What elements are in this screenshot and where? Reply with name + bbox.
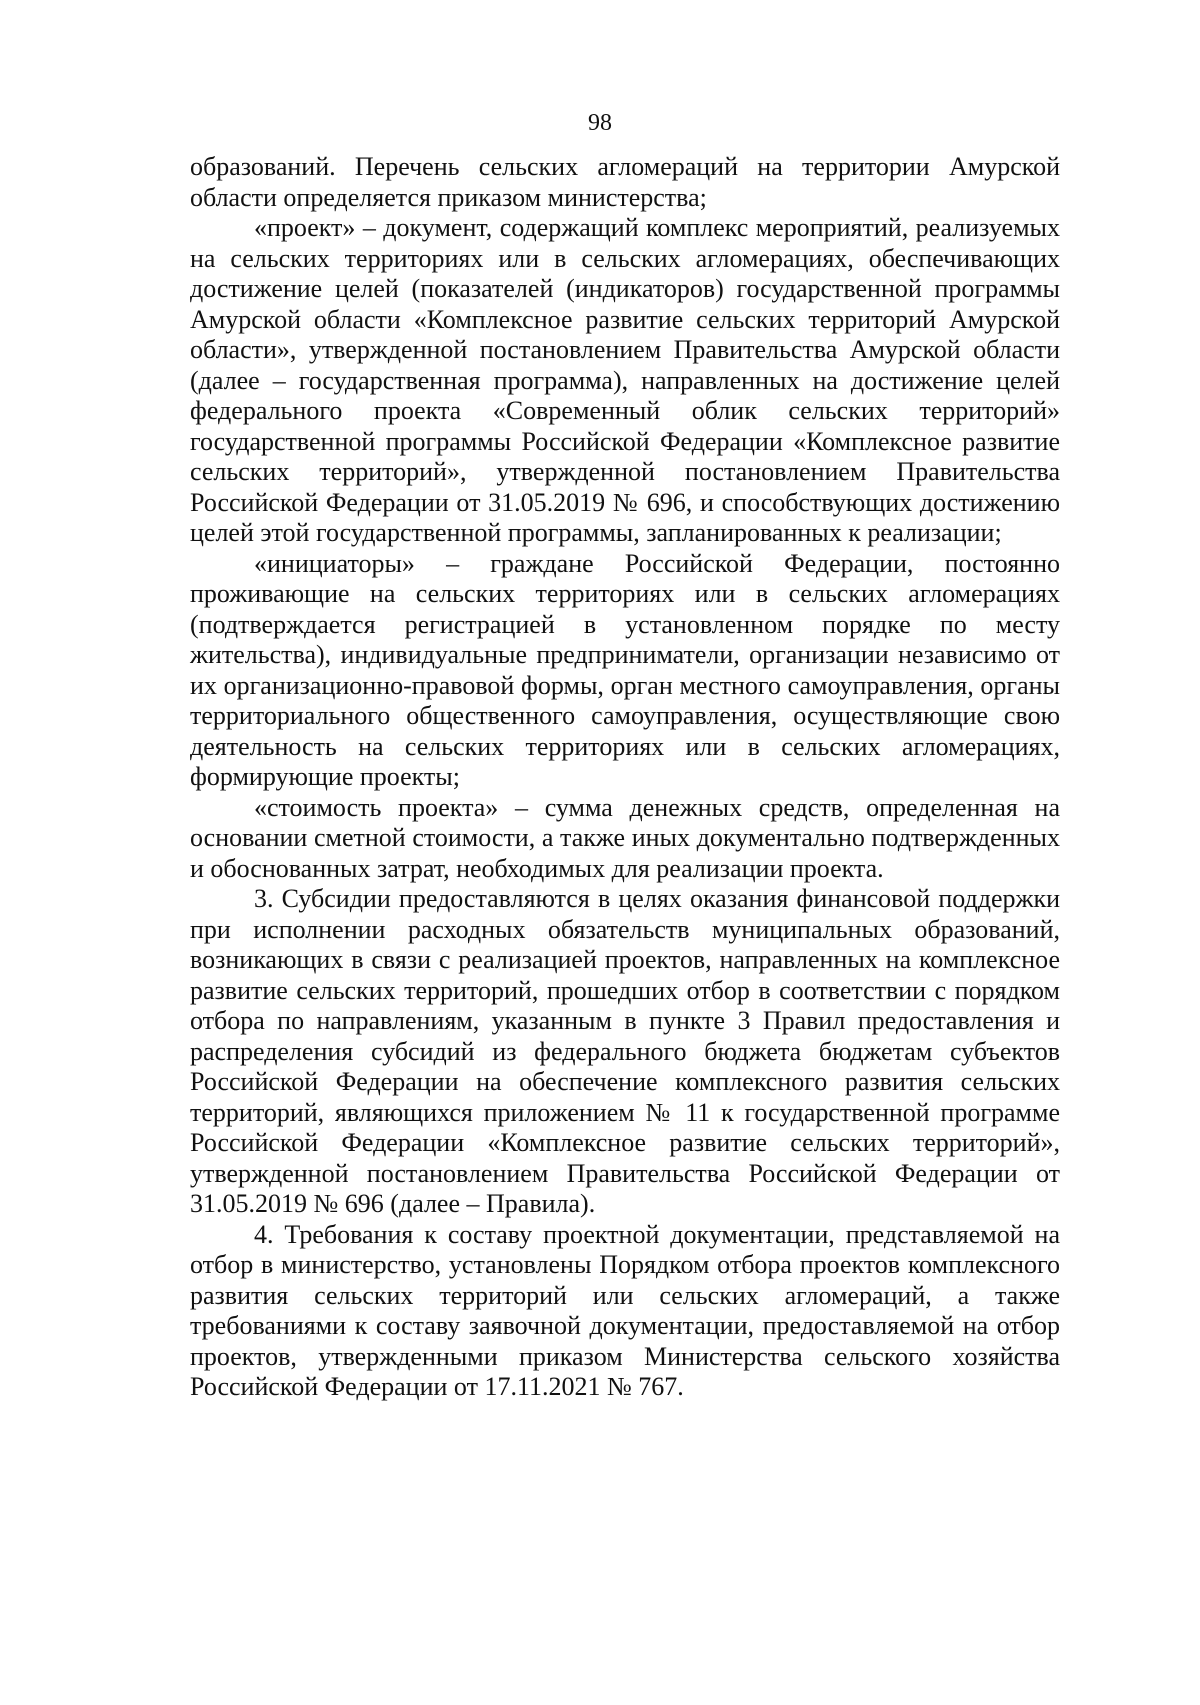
page-number: 98 (588, 110, 612, 136)
paragraph-project-definition: «проект» – документ, содержащий комплекс мероприятий, реализуемых на сельских территориях или в сельских агломерациях, обеспечивающих достижение целей (показателей (индикаторов) государственной программы Амурской области «Комплексное развитие сельских территорий Амурской области», утвержденной постановлением Правительства Амурской области (далее – государственная программа), направленных на достижение целей федерального проекта «Современный облик сельских территорий» государственной программы Российской Федерации «Комплексное развитие сельских территорий», утвержденной постановлением Правительства Российской Федерации от 31.05.2019 № 696, и способствующих достижению целей этой государственной программы, запланированных к реализации; (190, 213, 1060, 547)
paragraph-project-cost-definition: «стоимость проекта» – сумма денежных средств, определенная на основании сметной стоимости, а также иных документально подтвержденных и обоснованных затрат, необходимых для реализации проекта. (190, 792, 1060, 883)
paragraph-initiators-definition: «инициаторы» – граждане Российской Федерации, постоянно проживающие на сельских территориях или в сельских агломерациях (подтверждается регистрацией в установленном порядке по месту жительства), индивидуальные предприниматели, организации независимо от их организационно-правовой формы, орган местного самоуправления, органы территориального общественного самоуправления, осуществляющие свою деятельность на сельских территориях или в сельских агломерациях, формирующие проекты; (190, 548, 1060, 791)
document-body (190, 152, 1060, 1403)
paragraph-continuation: образований. Перечень сельских агломераций на территории Амурской области определяется приказом министерства; (190, 152, 1060, 212)
paragraph-item-4: 4. Требования к составу проектной документации, представляемой на отбор в министерство, установлены Порядком отбора проектов комплексного развития сельских территорий или сельских агломераций, а также требованиями к составу заявочной документации, предоставляемой на отбор проектов, утвержденными приказом Министерства сельского хозяйства Российской Федерации от 17.11.2021 № 767. (190, 1219, 1060, 1401)
paragraph-item-3: 3. Субсидии предоставляются в целях оказания финансовой поддержки при исполнении расходных обязательств муниципальных образований, возникающих в связи с реализацией проектов, направленных на комплексное развитие сельских территорий, прошедших отбор в соответствии с порядком отбора по направлениям, указанным в пункте 3 Правил предоставления и распределения субсидий из федерального бюджета бюджетам субъектов Российской Федерации на обеспечение комплексного развития сельских территорий, являющихся приложением № 11 к государственной программе Российской Федерации «Комплексное развитие сельских территорий», утвержденной постановлением Правительства Российской Федерации от 31.05.2019 № 696 (далее – Правила). (190, 884, 1060, 1218)
